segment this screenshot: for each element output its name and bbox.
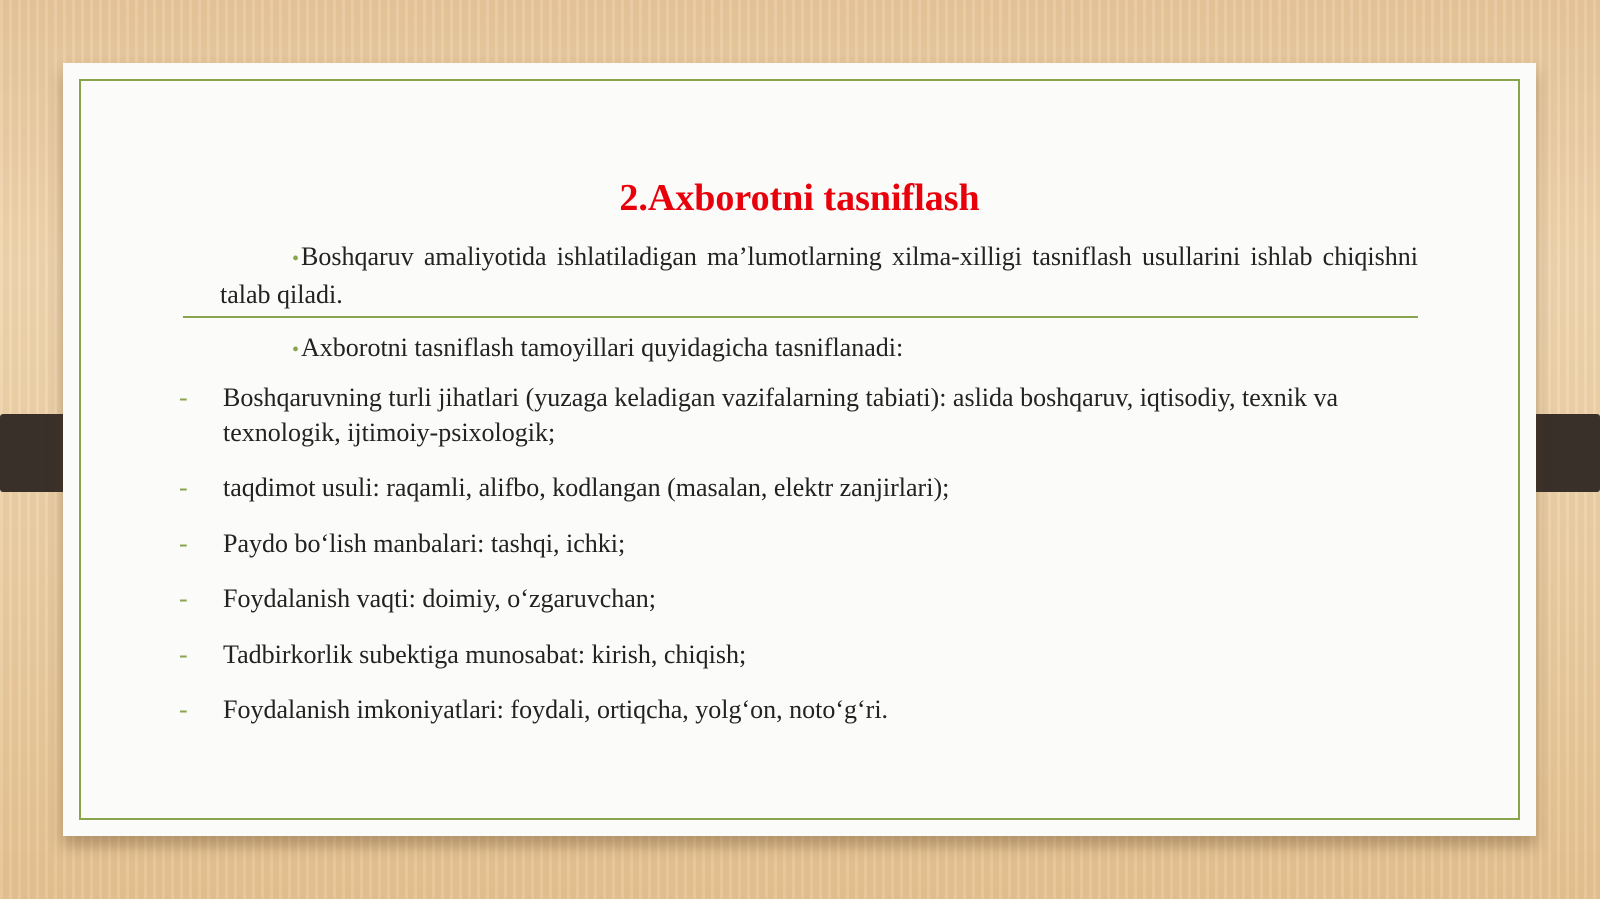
dash-icon: - — [179, 473, 188, 502]
paragraph-principles — [220, 330, 1418, 368]
slide-title: 2.Axborotni tasniflash — [619, 177, 980, 219]
dash-icon: - — [179, 383, 188, 412]
dash-icon: - — [179, 695, 188, 724]
paragraph-intro — [220, 239, 1418, 312]
list-item-text: Boshqaruvning turli jihatlari (yuzaga keladigan vazifalarning tabiati): aslida boshqaruv, iqtisodiy, texnik va texnologik, ijtimoiy-psixologik; — [223, 383, 1339, 447]
list-item-text: Foydalanish imkoniyatlari: foydali, ortiqcha, yolg‘on, noto‘g‘ri. — [223, 695, 889, 724]
list-item-text: Foydalanish vaqti: doimiy, o‘zgaruvchan; — [223, 584, 656, 613]
list-item-text: taqdimot usuli: raqamli, alifbo, kodlangan (masalan, elektr zanjirlari); — [223, 473, 950, 502]
dash-icon: - — [179, 640, 188, 669]
paragraph-principles-text: Axborotni tasniflash tamoyillari quyidagicha tasniflanadi: — [301, 333, 904, 362]
dash-icon: - — [179, 584, 188, 613]
bullet-icon: • — [292, 339, 300, 361]
list-item-text: Paydo bo‘lish manbalari: tashqi, ichki; — [223, 529, 626, 558]
list-item-text: Tadbirkorlik subektiga munosabat: kirish, chiqish; — [223, 640, 747, 669]
dash-icon: - — [179, 529, 188, 558]
paragraph-intro-text: Boshqaruv amaliyotida ishlatiladigan ma’lumotlarning xilma-xilligi tasniflash usullarini ishlab chiqishni talab qiladi. — [220, 242, 1418, 309]
bullet-icon: • — [292, 248, 300, 270]
slide-card — [63, 63, 1536, 836]
divider-line — [183, 316, 1418, 318]
